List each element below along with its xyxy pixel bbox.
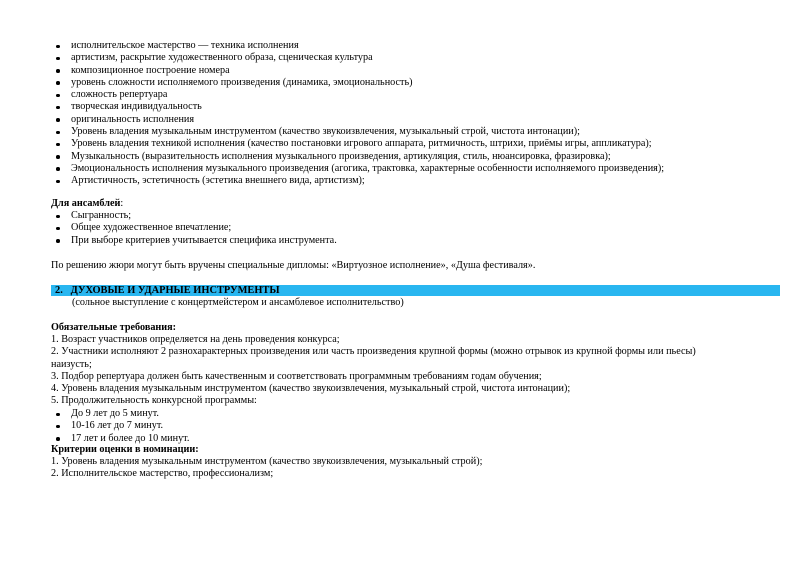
list-item: 10-16 лет до 7 минут. <box>51 420 781 432</box>
jury-note: По решению жюри могут быть вручены специальные дипломы: «Виртуозное исполнение», «Душа фестиваля». <box>51 260 536 271</box>
list-item: Уровень владения музыкальным инструментом (качество звукоизвлечения, музыкальный строй, чистота интонации); <box>51 126 781 138</box>
list-item: Музыкальность (выразительность исполнения музыкального произведения, артикуляция, стиль, нюансировка, фразировка); <box>51 151 781 163</box>
list-item: оригинальность исполнения <box>51 114 781 126</box>
nomination-criteria-list <box>51 456 781 481</box>
list-item: Общее художественное впечатление; <box>51 222 781 234</box>
section-number: 2. <box>55 285 63 296</box>
section-title-text: ДУХОВЫЕ И УДАРНЫЕ ИНСТРУМЕНТЫ <box>70 285 280 296</box>
requirement-line: 5. Продолжительность конкурсной программы: <box>51 395 257 407</box>
list-item: Артистичность, эстетичность (эстетика внешнего вида, артистизм); <box>51 175 781 187</box>
ensembles-list <box>51 210 781 247</box>
requirements-list <box>51 334 781 408</box>
section-subtitle: (сольное выступление с концертмейстером и ансамблевое исполнительство) <box>72 297 404 308</box>
list-item: артистизм, раскрытие художественного образа, сценическая культура <box>51 52 781 64</box>
requirement-line: 4. Уровень владения музыкальным инструментом (качество звукоизвлечения, музыкальный строй, чистота интонации); <box>51 383 571 395</box>
list-item: исполнительское мастерство — техника исполнения <box>51 40 781 52</box>
section-title <box>55 284 280 297</box>
list-item: Эмоциональность исполнения музыкального произведения (агогика, трактовка, характерные особенности исполняемого произведения); <box>51 163 781 175</box>
requirements-heading: Обязательные требования: <box>51 322 177 333</box>
list-item: 17 лет и более до 10 минут. <box>51 433 781 445</box>
criteria-line: 1. Уровень владения музыкальным инструментом (качество звукоизвлечения, музыкальный строй); <box>51 456 483 467</box>
nomination-criteria-heading: Критерии оценки в номинации: <box>51 444 199 455</box>
ensembles-heading-colon: : <box>120 198 124 209</box>
list-item: До 9 лет до 5 минут. <box>51 408 781 420</box>
requirement-line: 2. Участники исполняют 2 разнохарактерных произведения или часть произведения крупной формы (можно отрывок из крупной формы или пьесы) <box>51 346 696 358</box>
requirement-line: 1. Возраст участников определяется на день проведения конкурса; <box>51 334 340 345</box>
ensembles-heading-label: Для ансамблей <box>51 198 121 209</box>
durations-list <box>51 408 781 445</box>
list-item: композиционное построение номера <box>51 65 781 77</box>
list-item: уровень сложности исполняемого произведения (динамика, эмоциональность) <box>51 77 781 89</box>
list-item: сложность репертуара <box>51 89 781 101</box>
list-item: Уровень владения техникой исполнения (качество постановки игрового аппарата, ритмичность, штрихи, приёмы игры, аппликатура); <box>51 138 781 150</box>
ensembles-heading <box>51 198 781 210</box>
list-item: творческая индивидуальность <box>51 101 781 113</box>
list-item: Сыгранность; <box>51 210 781 222</box>
criteria-list-top <box>51 40 781 188</box>
requirement-line: 3. Подбор репертуара должен быть качественным и соответствовать программным требованиям годам обучения; <box>51 370 542 382</box>
criteria-line: 2. Исполнительское мастерство, профессионализм; <box>51 468 274 480</box>
list-item: При выборе критериев учитывается специфика инструмента. <box>51 235 781 247</box>
requirement-line: наизусть; <box>51 358 92 370</box>
